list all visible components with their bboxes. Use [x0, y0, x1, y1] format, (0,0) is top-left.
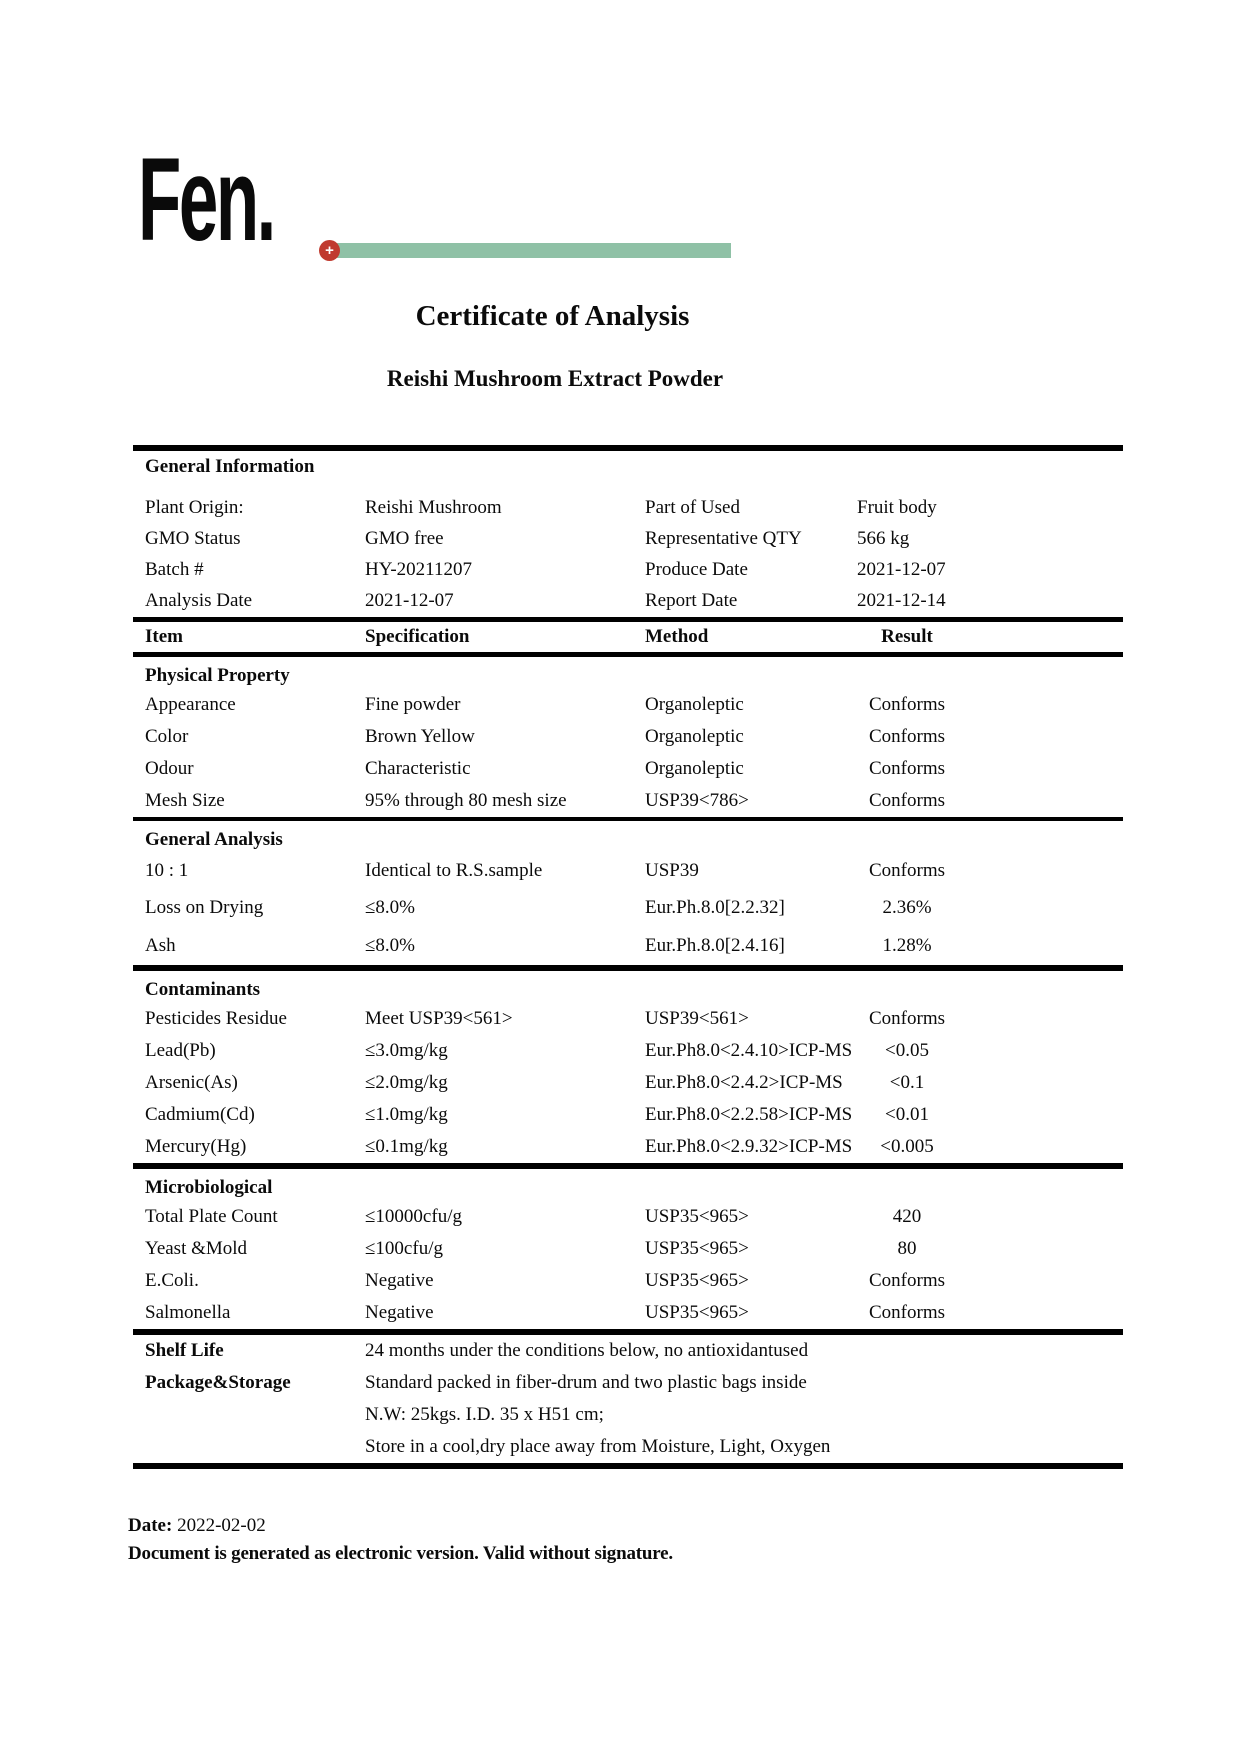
table-row [133, 1067, 1123, 1099]
table-row [133, 1131, 1123, 1163]
storage-row [133, 1335, 1123, 1367]
spec-cell: Negative [365, 1302, 434, 1323]
column-header-item: Item [145, 626, 183, 647]
result-cell: Conforms [869, 790, 945, 811]
storage-text: N.W: 25kgs. I.D. 35 x H51 cm; [365, 1404, 604, 1425]
storage-row [133, 1399, 1123, 1431]
result-cell: Conforms [869, 694, 945, 715]
method-cell: USP35<965> [645, 1238, 749, 1259]
table-row [133, 853, 1123, 889]
table-row [133, 785, 1123, 817]
info-label: Representative QTY [645, 527, 802, 549]
item-cell: Mercury(Hg) [145, 1136, 247, 1157]
info-row [133, 523, 1123, 554]
table-row [133, 1035, 1123, 1067]
info-row [133, 585, 1123, 616]
table-row [133, 1265, 1123, 1297]
result-cell: Conforms [869, 758, 945, 779]
date-label: Date: [128, 1515, 173, 1536]
storage-row [133, 1367, 1123, 1399]
method-cell: USP39<786> [645, 790, 749, 811]
storage-text: 24 months under the conditions below, no antioxidantused [365, 1340, 809, 1361]
info-label: Report Date [645, 589, 738, 611]
result-cell: <0.05 [885, 1040, 929, 1061]
table-row [133, 753, 1123, 785]
spec-cell: Meet USP39<561> [365, 1008, 513, 1029]
info-label: Plant Origin: [145, 496, 244, 518]
storage-text: Store in a cool,dry place away from Moisture, Light, Oxygen [365, 1436, 831, 1457]
result-cell: <0.1 [889, 1072, 925, 1093]
product-name: Reishi Mushroom Extract Powder [386, 366, 724, 391]
column-header-row [133, 622, 1123, 652]
general-information-rows [133, 492, 1123, 616]
spec-cell: ≤3.0mg/kg [365, 1040, 448, 1061]
table-row [133, 889, 1123, 927]
info-label: Produce Date [645, 558, 748, 580]
page-title: Certificate of Analysis [415, 300, 690, 332]
spec-cell: Characteristic [365, 758, 471, 779]
result-cell: Conforms [869, 1270, 945, 1291]
method-cell: Organoleptic [645, 694, 744, 715]
spec-cell: ≤2.0mg/kg [365, 1072, 448, 1093]
item-cell: Color [145, 726, 189, 747]
info-value: GMO free [365, 527, 444, 549]
spec-cell: ≤10000cfu/g [365, 1206, 462, 1227]
storage-label: Package&Storage [145, 1372, 291, 1393]
result-cell: Conforms [869, 726, 945, 747]
spec-cell: ≤8.0% [365, 897, 416, 918]
info-value: Reishi Mushroom [365, 496, 502, 518]
method-cell: USP35<965> [645, 1206, 749, 1227]
spec-cell: Identical to R.S.sample [365, 860, 543, 881]
storage-label: Shelf Life [145, 1340, 224, 1361]
section-heading-general-information: General Information [145, 456, 315, 477]
divider [133, 445, 1123, 451]
method-cell: USP39 [645, 860, 699, 881]
storage-text: Standard packed in fiber-drum and two plastic bags inside [365, 1372, 807, 1393]
item-cell: 10 : 1 [145, 860, 189, 881]
info-value: 566 kg [857, 527, 910, 549]
method-cell: Organoleptic [645, 758, 744, 779]
result-cell: 1.28% [882, 935, 932, 956]
method-cell: USP35<965> [645, 1270, 749, 1291]
item-cell: Mesh Size [145, 790, 225, 811]
table-row [133, 1297, 1123, 1329]
method-cell: Organoleptic [645, 726, 744, 747]
info-value: HY-20211207 [365, 558, 472, 580]
date-value: 2022-02-02 [177, 1515, 266, 1536]
table-row [133, 1201, 1123, 1233]
method-cell: USP35<965> [645, 1302, 749, 1323]
info-value: Fruit body [857, 496, 937, 518]
item-cell: E.Coli. [145, 1270, 199, 1291]
item-cell: Pesticides Residue [145, 1008, 287, 1029]
result-cell: <0.01 [885, 1104, 929, 1125]
table-row [133, 927, 1123, 965]
section-heading-contaminants: Contaminants [145, 979, 261, 1000]
item-cell: Salmonella [145, 1302, 231, 1323]
result-cell: 80 [897, 1238, 917, 1259]
info-value: 2021-12-07 [857, 558, 946, 580]
result-cell: 2.36% [882, 897, 932, 918]
spec-cell: Negative [365, 1270, 434, 1291]
item-cell: Ash [145, 935, 176, 956]
result-cell: Conforms [869, 1008, 945, 1029]
table-row [133, 1099, 1123, 1131]
column-header-specification: Specification [365, 626, 470, 647]
divider [133, 1163, 1123, 1169]
info-value: 2021-12-07 [365, 589, 454, 611]
table-row [133, 721, 1123, 753]
spec-cell: Brown Yellow [365, 726, 475, 747]
date-line [128, 1512, 673, 1540]
coa-table [133, 445, 1123, 1469]
info-row [133, 554, 1123, 585]
plus-icon: + [319, 240, 340, 261]
result-cell: Conforms [869, 860, 945, 881]
table-row [133, 1233, 1123, 1265]
item-cell: Yeast &Mold [145, 1238, 248, 1259]
method-cell: Eur.Ph8.0<2.2.58>ICP-MS [645, 1104, 853, 1125]
spec-cell: ≤0.1mg/kg [365, 1136, 448, 1157]
column-header-result: Result [881, 626, 933, 647]
table-row [133, 1003, 1123, 1035]
method-cell: USP39<561> [645, 1008, 749, 1029]
table-row [133, 689, 1123, 721]
method-cell: Eur.Ph8.0<2.4.10>ICP-MS [645, 1040, 853, 1061]
company-logo [138, 134, 838, 270]
info-label: GMO Status [145, 527, 241, 549]
result-cell: <0.005 [880, 1136, 934, 1157]
item-cell: Total Plate Count [145, 1206, 278, 1227]
method-cell: Eur.Ph8.0<2.4.2>ICP-MS [645, 1072, 843, 1093]
info-row [133, 492, 1123, 523]
item-cell: Arsenic(As) [145, 1072, 238, 1093]
method-cell: Eur.Ph8.0<2.9.32>ICP-MS [645, 1136, 853, 1157]
column-header-method: Method [645, 626, 709, 647]
spec-cell: ≤8.0% [365, 935, 416, 956]
result-cell: Conforms [869, 1302, 945, 1323]
spec-cell: ≤1.0mg/kg [365, 1104, 448, 1125]
spec-cell: 95% through 80 mesh size [365, 790, 567, 811]
divider [133, 652, 1123, 657]
item-cell: Cadmium(Cd) [145, 1104, 255, 1125]
item-cell: Appearance [145, 694, 236, 715]
storage-row [133, 1431, 1123, 1463]
logo-accent-bar [335, 243, 731, 258]
item-cell: Odour [145, 758, 194, 779]
info-label: Analysis Date [145, 589, 253, 611]
validity-note: Document is generated as electronic version. Valid without signature. [128, 1543, 673, 1564]
divider [133, 965, 1123, 971]
section-heading-physical-property: Physical Property [145, 665, 290, 686]
footer [128, 1512, 673, 1568]
method-cell: Eur.Ph.8.0[2.2.32] [645, 897, 785, 918]
info-value: 2021-12-14 [857, 589, 946, 611]
result-cell: 420 [892, 1206, 922, 1227]
info-label: Part of Used [645, 496, 740, 518]
spec-cell: Fine powder [365, 694, 461, 715]
item-cell: Loss on Drying [145, 897, 264, 918]
divider [133, 817, 1123, 821]
info-label: Batch # [145, 558, 204, 580]
spec-cell: ≤100cfu/g [365, 1238, 443, 1259]
section-heading-microbiological: Microbiological [145, 1177, 273, 1198]
method-cell: Eur.Ph.8.0[2.4.16] [645, 935, 785, 956]
item-cell: Lead(Pb) [145, 1040, 216, 1061]
divider [133, 1463, 1123, 1469]
section-heading-general-analysis: General Analysis [145, 829, 283, 850]
logo-wordmark: Fen. [138, 134, 274, 266]
